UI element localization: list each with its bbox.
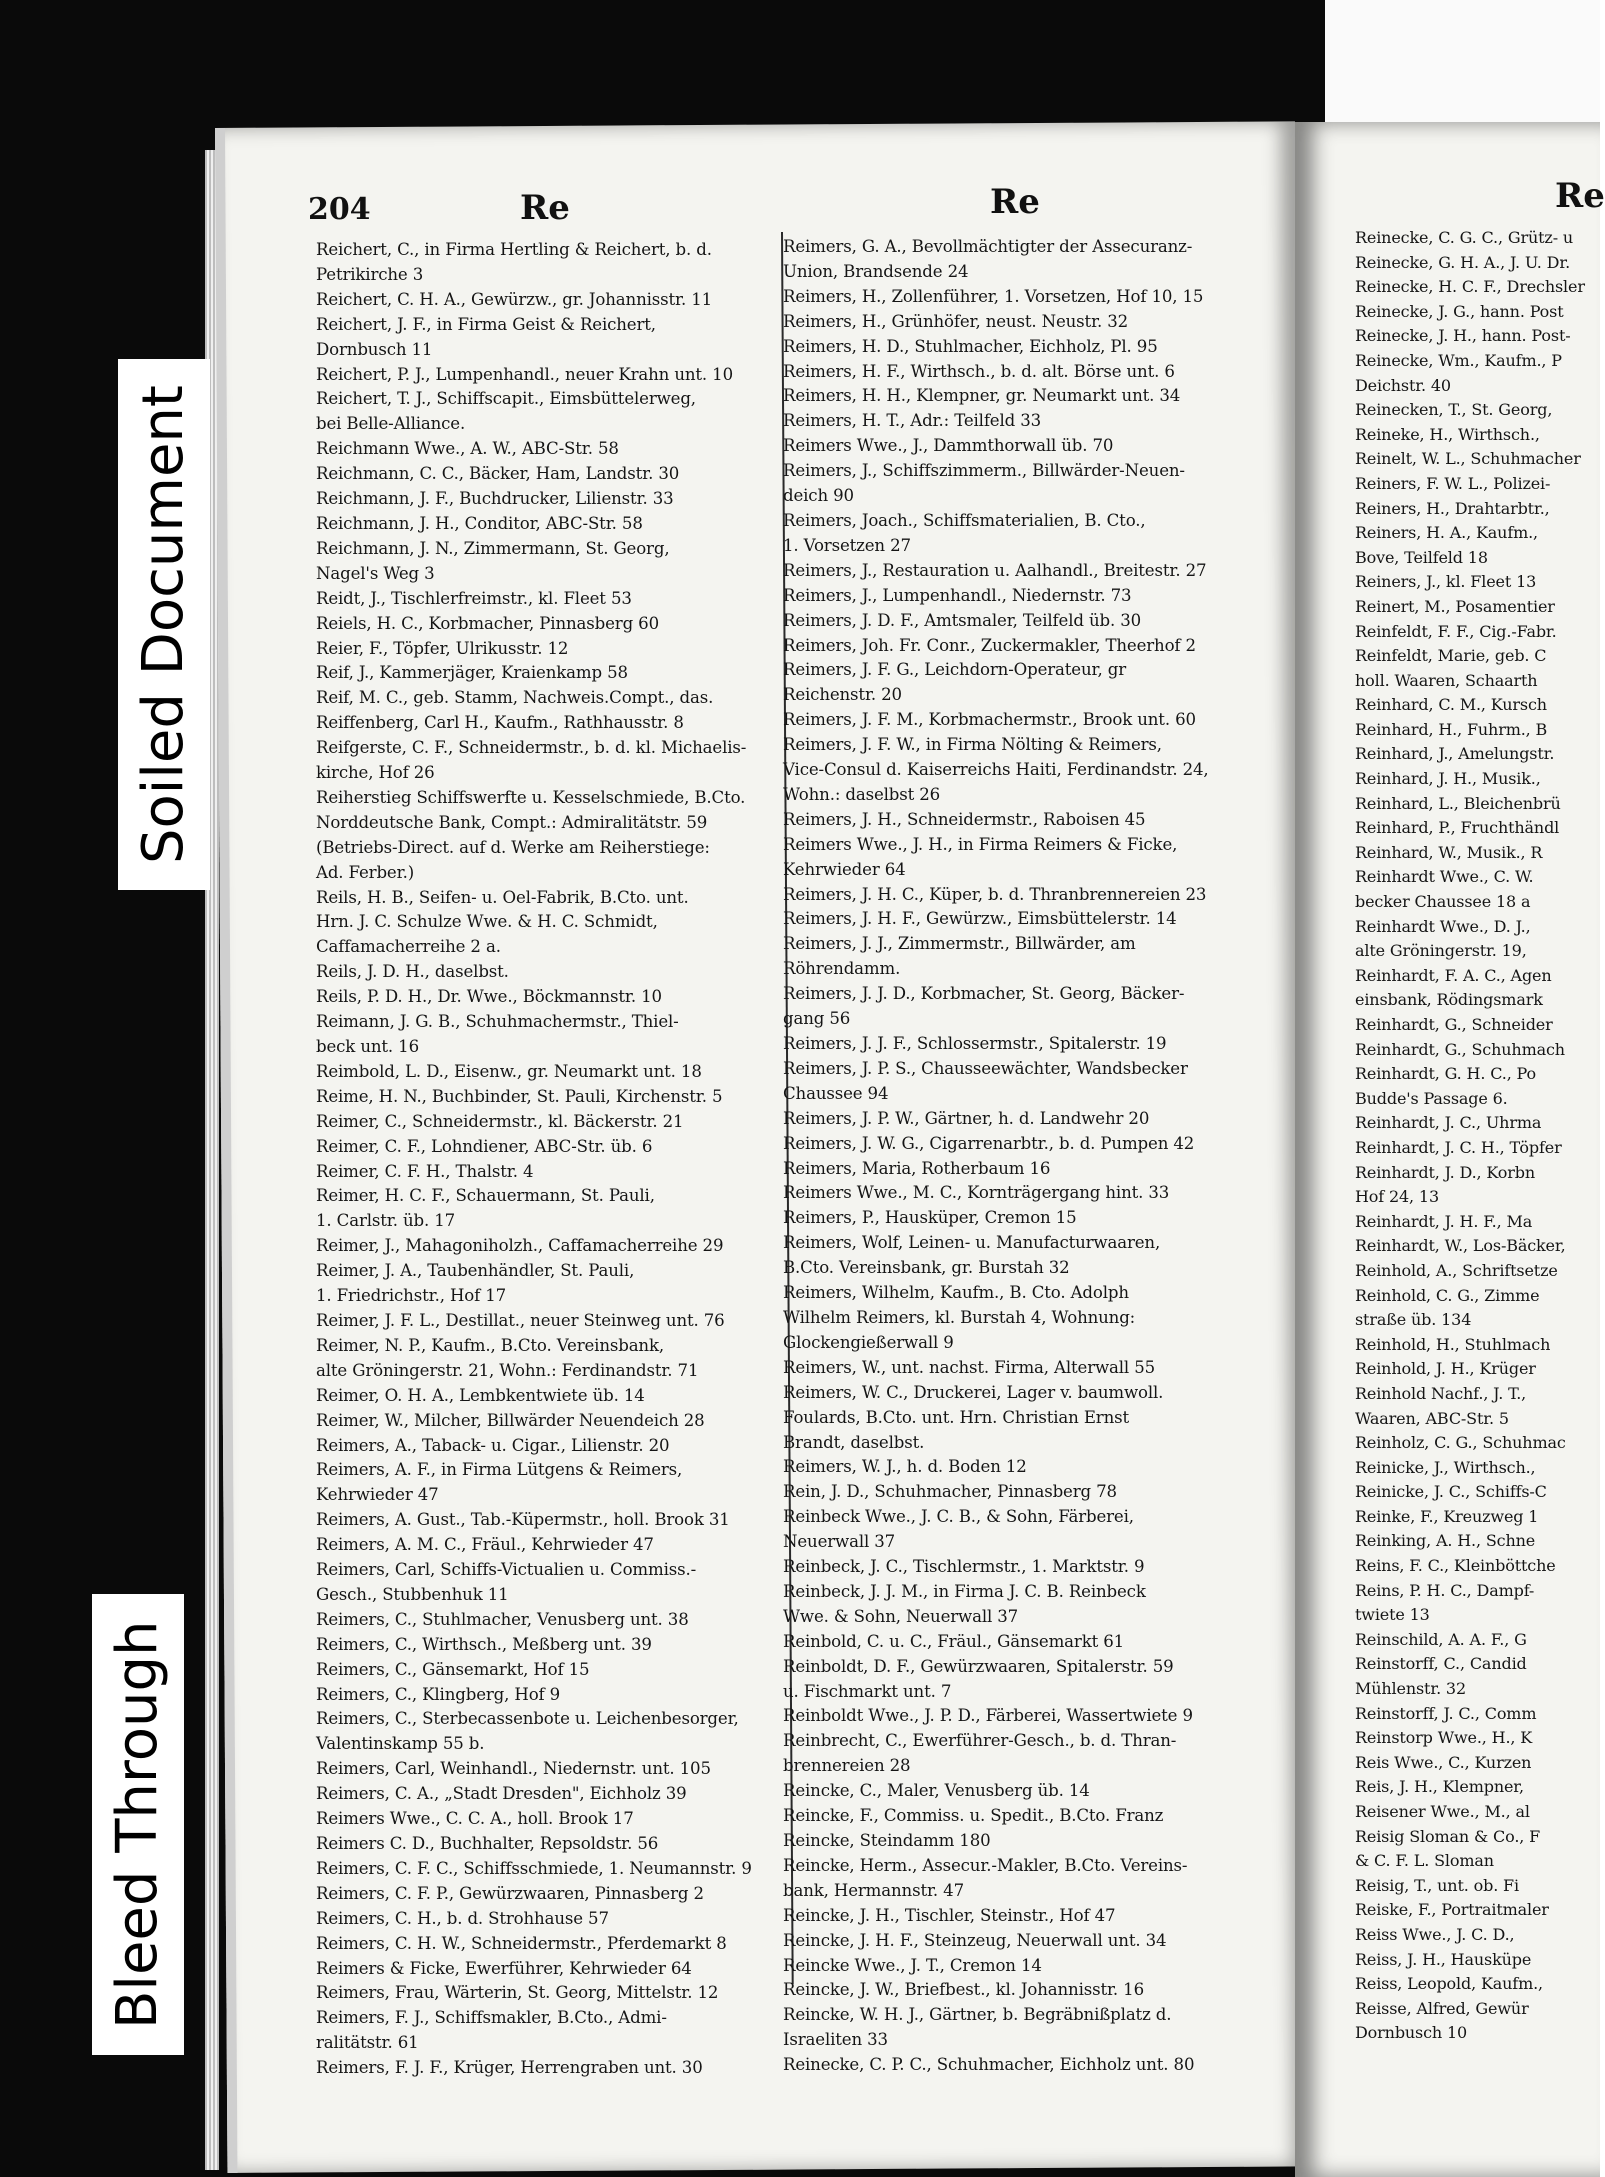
directory-entry: Reimers Wwe., C. C. A., holl. Brook 17 (316, 1809, 634, 1829)
directory-entry: Reinbrecht, C., Ewerführer-Gesch., b. d. Thran- (783, 1731, 1177, 1751)
directory-entry: Wohn.: daselbst 26 (783, 784, 941, 804)
directory-entry: Neuerwall 37 (783, 1532, 896, 1552)
directory-entry: Reinhardt, J. D., Korbn (1355, 1162, 1536, 1182)
directory-entry: Hrn. J. C. Schulze Wwe. & H. C. Schmidt, (316, 912, 658, 932)
directory-entry: Reinbeck, J. C., Tischlermstr., 1. Marktstr. 9 (783, 1557, 1145, 1577)
directory-entry: Reinbeck Wwe., J. C. B., & Sohn, Färberei, (783, 1507, 1134, 1527)
directory-entry: Reime, H. N., Buchbinder, St. Pauli, Kirchenstr. 5 (316, 1086, 723, 1106)
directory-entry: Reimers, J. W. G., Cigarrenarbtr., b. d. Pumpen 42 (783, 1133, 1195, 1153)
directory-entry: Reimers, Joach., Schiffsmaterialien, B. Cto., (783, 510, 1146, 530)
label-soiled-document: Soiled Document (118, 359, 210, 890)
directory-entry: Reimer, H. C. F., Schauermann, St. Pauli, (316, 1186, 655, 1206)
directory-entry: Reincke, Herm., Assecur.-Makler, B.Cto. Vereins- (783, 1855, 1188, 1875)
directory-entry: Reimers, J. J. F., Schlossermstr., Spitalerstr. 19 (783, 1034, 1167, 1053)
directory-entry: Reimers, J., Schiffszimmerm., Billwärder-Neuen- (783, 461, 1185, 481)
directory-entry: Reif, J., Kammerjäger, Kraienkamp 58 (316, 663, 628, 683)
directory-entry: Reinholz, C. G., Schuhmac (1355, 1433, 1566, 1453)
directory-entry: Reiners, J., kl. Fleet 13 (1355, 572, 1537, 592)
directory-entry: Dornbusch 11 (316, 339, 433, 359)
directory-entry: Reinhard, P., Fruchthändl (1355, 818, 1560, 838)
directory-entry: Reinhold, C. G., Zimme (1355, 1285, 1540, 1305)
directory-entry: Reinfeldt, F. F., Cig.-Fabr. (1355, 621, 1557, 641)
directory-entry: Reimers, H. D., Stuhlmacher, Eichholz, Pl. 95 (783, 336, 1158, 356)
directory-entry: Reimers, W., unt. nachst. Firma, Alterwall 55 (783, 1357, 1156, 1377)
directory-entry: Reimer, O. H. A., Lembkentwiete üb. 14 (316, 1385, 645, 1405)
directory-entry: Reimers Wwe., M. C., Kornträgergang hint. 33 (783, 1183, 1170, 1203)
directory-entry: Reincke, F., Commiss. u. Spedit., B.Cto. Franz (783, 1806, 1164, 1826)
directory-entry: Reinhold, H., Stuhlmach (1355, 1334, 1551, 1354)
directory-entry: 1. Vorsetzen 27 (783, 535, 911, 555)
directory-entry: Israeliten 33 (783, 2030, 888, 2050)
directory-entry: Reinhardt, J. C. H., Töpfer (1355, 1137, 1562, 1157)
directory-entry: Reinhardt, G., Schneider (1355, 1015, 1553, 1034)
directory-entry: Reimers, J. H. F., Gewürzw., Eimsbüttelerstr. 14 (783, 909, 1177, 929)
directory-entry: Reinboldt Wwe., J. P. D., Färberei, Wassertwiete 9 (783, 1706, 1193, 1726)
directory-entry: Reinstorff, J. C., Comm (1355, 1703, 1537, 1723)
directory-entry: Reimers, J. P. S., Chausseewächter, Wandsbecker (783, 1058, 1188, 1078)
directory-entry: Reinhardt Wwe., D. J., (1355, 916, 1531, 936)
directory-entry: Petrikirche 3 (316, 264, 424, 284)
directory-entry: Reiss, Leopold, Kaufm., (1355, 1974, 1543, 1994)
directory-entry: Reinhardt Wwe., C. W. (1355, 867, 1534, 887)
directory-entry: Reimers, J., Lumpenhandl., Niedernstr. 73 (783, 585, 1132, 605)
directory-entry: Reimers, G. A., Bevollmächtigter der Assecuranz- (783, 237, 1193, 256)
directory-entry: Reincke, C., Maler, Venusberg üb. 14 (783, 1781, 1090, 1801)
directory-entry: Reincke, J. H. F., Steinzeug, Neuerwall unt. 34 (783, 1930, 1167, 1950)
directory-entry: Reimer, J. F. L., Destillat., neuer Steinweg unt. 76 (316, 1310, 725, 1330)
directory-entry: beck unt. 16 (316, 1037, 419, 1056)
page-number: 204 (308, 192, 371, 227)
directory-entry: Reinecke, Wm., Kaufm., P (1355, 350, 1562, 370)
directory-entry: Reimer, W., Milcher, Billwärder Neuendeich 28 (316, 1410, 705, 1430)
directory-entry: Reimers, C. F. C., Schiffsschmiede, 1. Neumannstr. 9 (316, 1858, 752, 1878)
directory-entry: Reinking, A. H., Schne (1355, 1531, 1536, 1551)
directory-entry: Reinstorff, C., Candid (1355, 1654, 1527, 1674)
directory-column-right (1355, 226, 1600, 2043)
directory-entry: bank, Hermannstr. 47 (783, 1880, 964, 1900)
directory-entry: Norddeutsche Bank, Compt.: Admiralitätstr. 59 (316, 812, 708, 832)
directory-entry: Reiffenberg, Carl H., Kaufm., Rathhausstr. 8 (316, 713, 684, 733)
directory-entry: twiete 13 (1355, 1605, 1430, 1625)
directory-entry: Reimer, C., Schneidermstr., kl. Bäckerstr. 21 (316, 1111, 684, 1131)
directory-entry: Reincke Wwe., J. T., Cremon 14 (783, 1955, 1042, 1975)
directory-entry: Reinbold, C. u. C., Fräul., Gänsemarkt 61 (783, 1631, 1125, 1651)
directory-entry: Glockengießerwall 9 (783, 1332, 954, 1352)
directory-entry: Reinhard, H., Fuhrm., B (1355, 719, 1548, 739)
directory-entry: Reimers, H. H., Klempner, gr. Neumarkt unt. 34 (783, 386, 1181, 406)
directory-entry: Reils, H. B., Seifen- u. Oel-Fabrik, B.Cto. unt. (316, 887, 689, 907)
directory-entry: Reimers, J. J., Zimmermstr., Billwärder, am (783, 934, 1136, 954)
directory-entry: Reimers, F. J., Schiffsmakler, B.Cto., Admi- (316, 2008, 667, 2028)
directory-entry: Reichmann, J. N., Zimmermann, St. Georg, (316, 538, 670, 558)
directory-entry: Reimers & Ficke, Ewerführer, Kehrwieder 64 (316, 1958, 692, 1978)
directory-entry: Reimers, C. H. W., Schneidermstr., Pferdemarkt 8 (316, 1933, 727, 1953)
directory-entry: Reimann, J. G. B., Schuhmachermstr., Thiel- (316, 1012, 679, 1032)
directory-entry: Reimers, J. J. D., Korbmacher, St. Georg, Bäcker- (783, 984, 1185, 1004)
directory-entry: Reimers, C. A., „Stadt Dresden", Eichholz 39 (316, 1784, 687, 1804)
directory-entry: Kehrwieder 47 (316, 1485, 439, 1505)
directory-entry: Reis Wwe., C., Kurzen (1355, 1752, 1532, 1772)
directory-entry: Reinhard, C. M., Kursch (1355, 695, 1547, 715)
directory-entry: Reimers, H., Grünhöfer, neust. Neustr. 32 (783, 311, 1129, 331)
directory-entry: Reimers, W. J., h. d. Boden 12 (783, 1457, 1027, 1477)
directory-entry: Reinhardt, G., Schuhmach (1355, 1039, 1565, 1059)
directory-entry: 1. Carlstr. üb. 17 (316, 1211, 456, 1231)
directory-entry: holl. Waaren, Schaarth (1355, 670, 1538, 690)
column-header-right: Re (1555, 176, 1605, 216)
directory-entry: Reimers, W. C., Druckerei, Lager v. baumwoll. (783, 1382, 1164, 1402)
directory-entry: Reier, F., Töpfer, Ulrikusstr. 12 (316, 638, 569, 658)
directory-entry: brennereien 28 (783, 1756, 911, 1776)
directory-entry: straße üb. 134 (1355, 1310, 1472, 1330)
directory-entry: Reimers, J. F. W., in Firma Nölting & Reimers, (783, 735, 1162, 755)
directory-entry: Gesch., Stubbenhuk 11 (316, 1584, 509, 1604)
directory-entry: Reimers, P., Hausküper, Cremon 15 (783, 1208, 1077, 1228)
directory-entry: Reimers, Carl, Schiffs-Victualien u. Commiss.- (316, 1560, 697, 1580)
directory-entry: Reimers, C., Gänsemarkt, Hof 15 (316, 1659, 590, 1679)
directory-entry: Reimers, J. H., Schneidermstr., Raboisen 45 (783, 809, 1146, 829)
directory-entry: Bove, Teilfeld 18 (1355, 547, 1488, 567)
directory-entry: Wwe. & Sohn, Neuerwall 37 (783, 1606, 1019, 1626)
directory-entry: alte Gröningerstr. 21, Wohn.: Ferdinandstr. 71 (316, 1360, 699, 1380)
directory-entry: Reimer, C. F. H., Thalstr. 4 (316, 1161, 534, 1181)
directory-entry: Reimers, A., Taback- u. Cigar., Lilienstr. 20 (316, 1435, 670, 1455)
directory-entry: Reinhardt, W., Los-Bäcker, (1355, 1236, 1566, 1256)
directory-entry: Reimers, C., Stuhlmacher, Venusberg unt. 38 (316, 1609, 689, 1629)
directory-entry: Budde's Passage 6. (1355, 1088, 1508, 1108)
directory-entry: Reimer, J. A., Taubenhändler, St. Pauli, (316, 1261, 635, 1281)
directory-entry: Reif, M. C., geb. Stamm, Nachweis.Compt., das. (316, 688, 714, 708)
directory-entry: Röhrendamm. (783, 959, 901, 979)
directory-entry: Reineke, H., Wirthsch., (1355, 424, 1540, 444)
directory-entry: Reinfeldt, Marie, geb. C (1355, 646, 1547, 666)
directory-entry: Union, Brandsende 24 (783, 261, 969, 281)
directory-entry: Reimer, C. F., Lohndiener, ABC-Str. üb. 6 (316, 1136, 653, 1156)
directory-entry: Reimers, J. F. G., Leichdorn-Operateur, gr (783, 660, 1126, 680)
directory-entry: Reinicke, J. C., Schiffs-C (1355, 1482, 1547, 1502)
directory-entry: Reins, P. H. C., Dampf- (1355, 1580, 1535, 1600)
directory-entry: Reimers, C., Sterbecassenbote u. Leichenbesorger, (316, 1709, 739, 1729)
directory-entry: u. Fischmarkt unt. 7 (783, 1681, 952, 1701)
directory-entry: Reinhold Nachf., J. T., (1355, 1383, 1527, 1403)
directory-entry: Reimers, C. H., b. d. Strohhause 57 (316, 1908, 609, 1928)
directory-entry: Reimers, Wilhelm, Kaufm., B. Cto. Adolph (783, 1283, 1129, 1303)
directory-entry: Reimers, H., Zollenführer, 1. Vorsetzen, Hof 10, 15 (783, 286, 1204, 306)
directory-entry: Reinhardt, F. A. C., Agen (1355, 965, 1552, 985)
directory-entry: Reimers Wwe., J., Dammthorwall üb. 70 (783, 436, 1114, 456)
directory-entry: Waaren, ABC-Str. 5 (1355, 1408, 1509, 1428)
directory-entry: Reiherstieg Schiffswerfte u. Kesselschmiede, B.Cto. (316, 787, 746, 807)
directory-entry: Reinecke, H. C. F., Drechsler (1355, 277, 1585, 297)
directory-entry: Rein, J. D., Schuhmacher, Pinnasberg 78 (783, 1482, 1117, 1502)
directory-entry: Deichstr. 40 (1355, 375, 1451, 395)
directory-entry: Valentinskamp 55 b. (316, 1734, 485, 1754)
directory-entry: Reinhard, J. H., Musik., (1355, 769, 1541, 789)
directory-entry: becker Chaussee 18 a (1355, 892, 1531, 912)
directory-entry: Reinhard, L., Bleichenbrü (1355, 793, 1561, 813)
directory-entry: bei Belle-Alliance. (316, 414, 466, 434)
directory-entry: Reimers Wwe., J. H., in Firma Reimers & Ficke, (783, 834, 1178, 854)
directory-entry: Reinschild, A. A. F., G (1355, 1629, 1527, 1649)
directory-entry: Reichert, J. F., in Firma Geist & Reichert, (316, 314, 656, 334)
directory-entry: Reinhold, A., Schriftsetze (1355, 1260, 1558, 1280)
directory-entry: Reinbeck, J. J. M., in Firma J. C. B. Reinbeck (783, 1581, 1146, 1601)
directory-entry: Reimers, Frau, Wärterin, St. Georg, Mittelstr. 12 (316, 1983, 719, 2003)
directory-entry: Reichmann, J. H., Conditor, ABC-Str. 58 (316, 513, 643, 533)
directory-entry: Reimers, J. F. M., Korbmachermstr., Brook unt. 60 (783, 710, 1196, 730)
directory-entry: Reinecke, C. G. C., Grütz- u (1355, 228, 1574, 247)
column-header-left: Re (520, 188, 570, 228)
directory-entry: Reinicke, J., Wirthsch., (1355, 1457, 1536, 1477)
directory-entry: Kehrwieder 64 (783, 859, 906, 879)
label-bleed-through: Bleed Through (92, 1594, 184, 2055)
scan-corner (1325, 0, 1600, 125)
directory-entry: Reiners, F. W. L., Polizei- (1355, 473, 1551, 493)
directory-entry: Reimers, H. F., Wirthsch., b. d. alt. Börse unt. 6 (783, 361, 1175, 381)
directory-entry: Reinhardt, J. H. F., Ma (1355, 1211, 1533, 1231)
directory-entry: Reimers, J. H. C., Küper, b. d. Thranbrennereien 23 (783, 884, 1207, 904)
directory-entry: Hof 24, 13 (1355, 1187, 1439, 1207)
directory-entry: Reichert, C. H. A., Gewürzw., gr. Johannisstr. 11 (316, 289, 713, 309)
directory-entry: Reimers, Carl, Weinhandl., Niedernstr. unt. 105 (316, 1759, 711, 1779)
directory-entry: Reinstorp Wwe., H., K (1355, 1728, 1533, 1748)
directory-entry: Reinelt, W. L., Schuhmacher (1355, 449, 1581, 469)
directory-entry: Reinke, F., Kreuzweg 1 (1355, 1506, 1539, 1526)
directory-entry: Reimers, J., Restauration u. Aalhandl., Breitestr. 27 (783, 560, 1207, 580)
directory-entry: Reiners, H., Drahtarbtr., (1355, 498, 1550, 518)
directory-entry: Reimers, A. M. C., Fräul., Kehrwieder 47 (316, 1535, 654, 1555)
directory-entry: Reichmann, C. C., Bäcker, Ham, Landstr. 30 (316, 464, 680, 484)
directory-entry: Reinhold, J. H., Krüger (1355, 1359, 1536, 1379)
directory-entry: Reincke, Steindamm 180 (783, 1831, 991, 1850)
directory-entry: deich 90 (783, 486, 854, 506)
directory-entry: Reils, J. D. H., daselbst. (316, 962, 509, 982)
directory-entry: Reimers, H. T., Adr.: Teilfeld 33 (783, 411, 1042, 431)
directory-entry: Reidt, J., Tischlerfreimstr., kl. Fleet 53 (316, 588, 632, 608)
directory-entry: Reinecke, J. G., hann. Post (1355, 301, 1564, 321)
directory-entry: Ad. Ferber.) (316, 862, 415, 882)
directory-entry: Mühlenstr. 32 (1355, 1679, 1466, 1699)
directory-entry: Reincke, J. H., Tischler, Steinstr., Hof 47 (783, 1905, 1116, 1925)
directory-entry: Reins, F. C., Kleinböttche (1355, 1556, 1556, 1576)
directory-entry: Reimers, J. P. W., Gärtner, h. d. Landwehr 20 (783, 1108, 1150, 1128)
directory-entry: Nagel's Weg 3 (316, 563, 435, 583)
directory-entry: Reimers, A. Gust., Tab.-Küpermstr., holl. Brook 31 (316, 1510, 730, 1530)
directory-entry: Reinhardt, G. H. C., Po (1355, 1064, 1537, 1084)
directory-column-left (316, 238, 786, 2081)
directory-entry: Reimers, C. F. P., Gewürzwaaren, Pinnasberg 2 (316, 1883, 704, 1903)
directory-entry: Reinhard, J., Amelungstr. (1355, 744, 1555, 764)
directory-entry: Vice-Consul d. Kaiserreichs Haiti, Ferdinandstr. 24, (783, 760, 1209, 780)
directory-entry: kirche, Hof 26 (316, 763, 435, 783)
directory-entry: Reimers, Wolf, Leinen- u. Manufacturwaaren, (783, 1233, 1161, 1253)
directory-entry: Reimers, Maria, Rotherbaum 16 (783, 1158, 1051, 1178)
directory-entry: Reinecke, G. H. A., J. U. Dr. (1355, 252, 1571, 272)
directory-entry: Reis, J. H., Klempner, (1355, 1777, 1524, 1797)
directory-entry: Reincke, W. H. J., Gärtner, b. Begräbnißplatz d. (783, 2005, 1172, 2025)
directory-entry: 1. Friedrichstr., Hof 17 (316, 1286, 507, 1306)
directory-entry: Reisse, Alfred, Gewür (1355, 1998, 1529, 2018)
directory-entry: Reimers, A. F., in Firma Lütgens & Reimers, (316, 1460, 683, 1480)
directory-entry: Reimbold, L. D., Eisenw., gr. Neumarkt unt. 18 (316, 1061, 702, 1081)
directory-entry: Reisener Wwe., M., al (1355, 1802, 1530, 1821)
directory-entry: Reichert, C., in Firma Hertling & Reichert, b. d. (316, 240, 712, 259)
directory-entry: Reichenstr. 20 (783, 685, 902, 705)
directory-entry: Brandt, daselbst. (783, 1432, 925, 1452)
directory-entry: Reisig Sloman & Co., F (1355, 1826, 1541, 1846)
directory-entry: Reimers, C., Wirthsch., Meßberg unt. 39 (316, 1634, 652, 1654)
directory-entry: Reimer, N. P., Kaufm., B.Cto. Vereinsbank, (316, 1335, 664, 1355)
directory-entry: Foulards, B.Cto. unt. Hrn. Christian Ernst (783, 1407, 1130, 1427)
directory-entry: Reinert, M., Posamentier (1355, 596, 1555, 616)
directory-entry: alte Gröningerstr. 19, (1355, 941, 1527, 961)
directory-entry: Wilhelm Reimers, kl. Burstah 4, Wohnung: (783, 1307, 1136, 1327)
directory-entry: B.Cto. Vereinsbank, gr. Burstah 32 (783, 1258, 1070, 1278)
directory-column-middle (783, 235, 1253, 2078)
directory-entry: Reinecke, C. P. C., Schuhmacher, Eichholz unt. 80 (783, 2055, 1195, 2075)
directory-entry: Reinecken, T., St. Georg, (1355, 400, 1553, 420)
directory-entry: & C. F. L. Sloman (1355, 1851, 1494, 1871)
directory-entry: Dornbusch 10 (1355, 2023, 1468, 2043)
directory-entry: Reichmann Wwe., A. W., ABC-Str. 58 (316, 439, 619, 459)
directory-entry: Caffamacherreihe 2 a. (316, 937, 501, 957)
directory-entry: Reichert, T. J., Schiffscapit., Eimsbüttelerweg, (316, 389, 696, 409)
directory-entry: Reinhard, W., Musik., R (1355, 842, 1543, 862)
directory-entry: gang 56 (783, 1009, 851, 1029)
column-header-middle: Re (990, 182, 1040, 222)
directory-entry: Reinecke, J. H., hann. Post- (1355, 326, 1571, 346)
directory-entry: Chaussee 94 (783, 1083, 889, 1103)
directory-entry: Reimers, Joh. Fr. Conr., Zuckermakler, Theerhof 2 (783, 635, 1196, 655)
directory-entry: Reichert, P. J., Lumpenhandl., neuer Krahn unt. 10 (316, 364, 734, 384)
directory-entry: Reiske, F., Portraitmaler (1355, 1900, 1549, 1920)
directory-entry: Reiss Wwe., J. C. D., (1355, 1924, 1515, 1944)
directory-entry: Reimers, J. D. F., Amtsmaler, Teilfeld üb. 30 (783, 610, 1142, 630)
directory-entry: Reimers, C., Klingberg, Hof 9 (316, 1684, 561, 1704)
directory-entry: Reichmann, J. F., Buchdrucker, Lilienstr. 33 (316, 489, 674, 509)
directory-entry: Reincke, J. W., Briefbest., kl. Johannisstr. 16 (783, 1980, 1145, 2000)
directory-entry: einsbank, Rödingsmark (1355, 990, 1543, 1010)
directory-entry: Reiners, H. A., Kaufm., (1355, 523, 1538, 543)
directory-entry: Reimers, F. J. F., Krüger, Herrengraben unt. 30 (316, 2058, 703, 2078)
directory-entry: Reimer, J., Mahagoniholzh., Caffamacherreihe 29 (316, 1236, 724, 1256)
directory-entry: Reifgerste, C. F., Schneidermstr., b. d. kl. Michaelis- (316, 738, 747, 758)
directory-entry: Reimers C. D., Buchhalter, Repsoldstr. 56 (316, 1834, 659, 1853)
directory-entry: Reinhardt, J. C., Uhrma (1355, 1113, 1542, 1133)
directory-entry: Reiss, J. H., Hausküpe (1355, 1949, 1532, 1969)
directory-entry: (Betriebs-Direct. auf d. Werke am Reiherstiege: (316, 837, 710, 857)
directory-entry: Reinboldt, D. F., Gewürzwaaren, Spitalerstr. 59 (783, 1656, 1174, 1676)
directory-entry: Reils, P. D. H., Dr. Wwe., Böckmannstr. 10 (316, 987, 662, 1007)
directory-entry: ralitätstr. 61 (316, 2033, 419, 2053)
directory-entry: Reiels, H. C., Korbmacher, Pinnasberg 60 (316, 613, 659, 633)
directory-entry: Reisig, T., unt. ob. Fi (1355, 1875, 1519, 1895)
